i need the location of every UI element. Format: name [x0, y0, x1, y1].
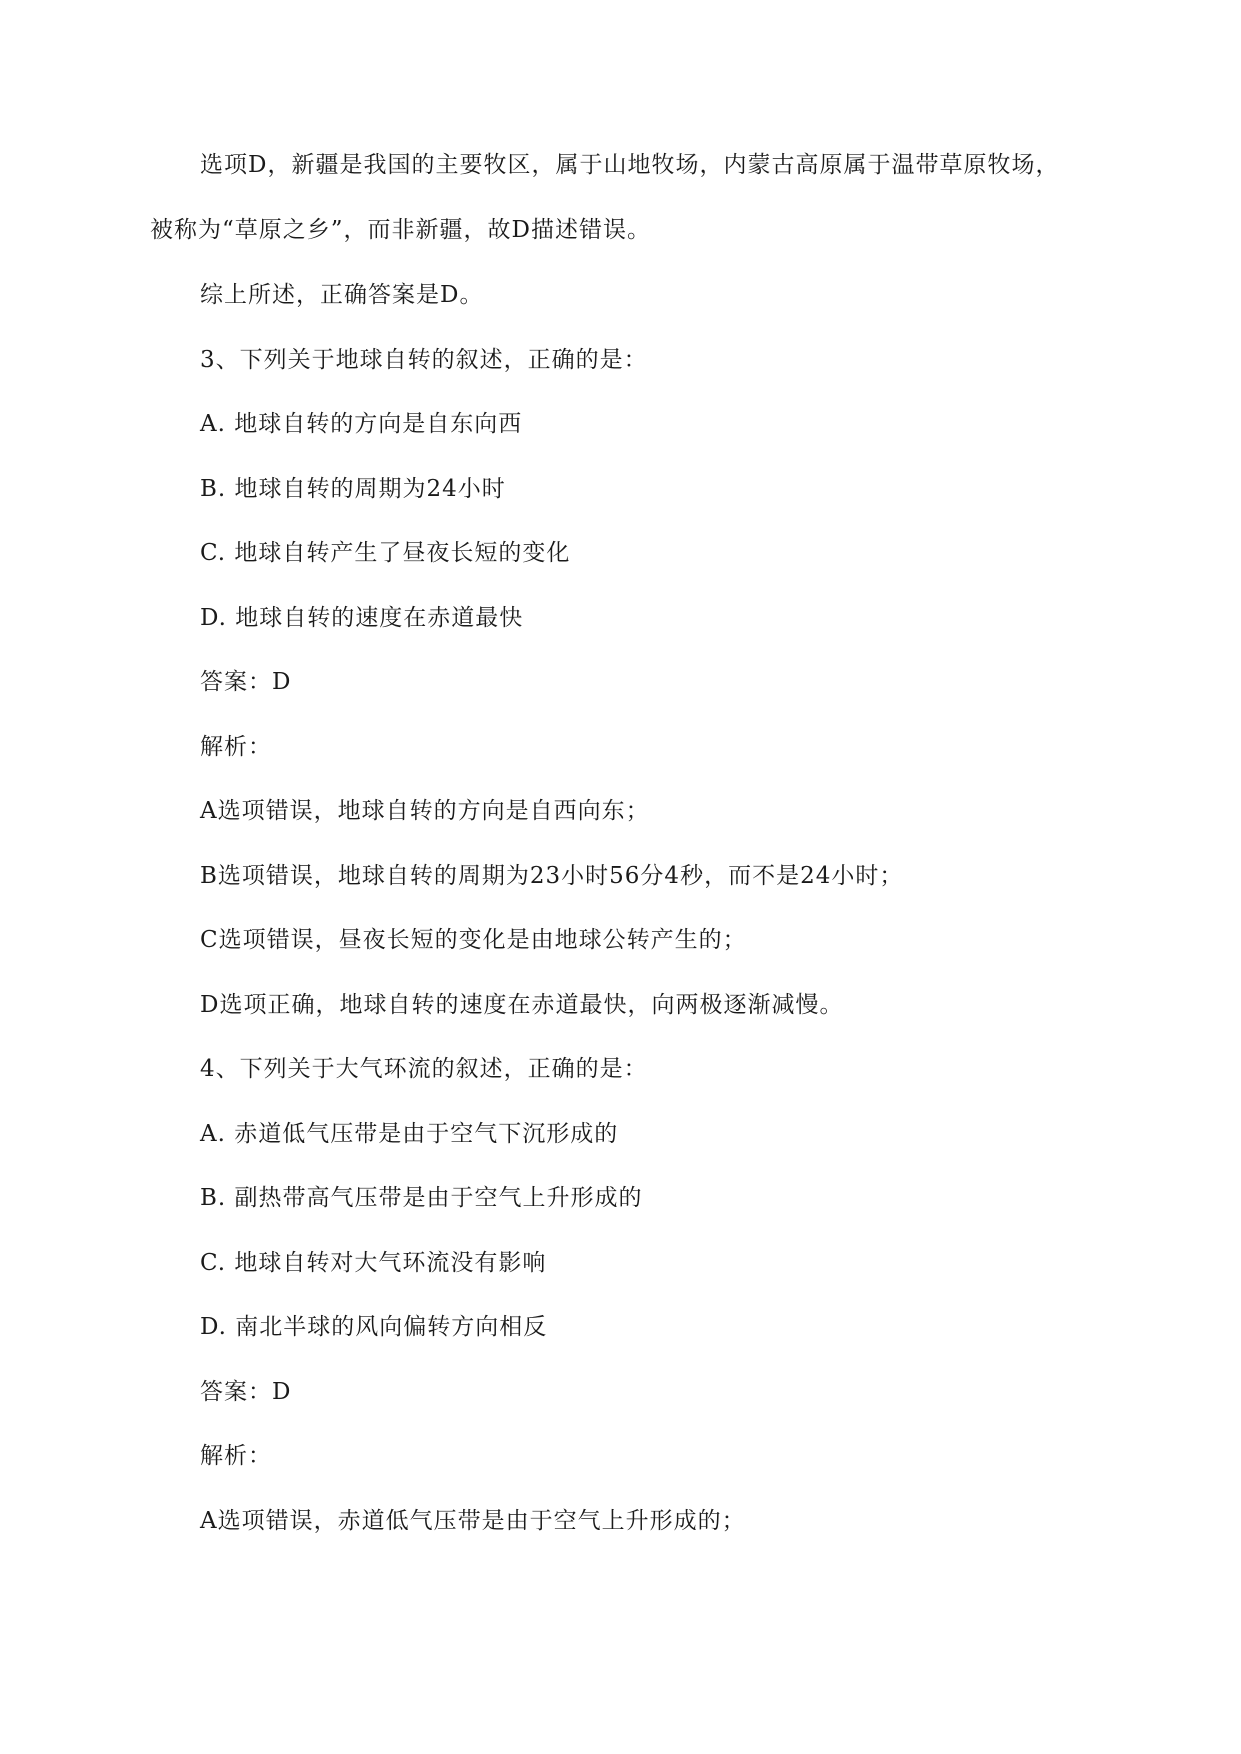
question-3-analysis-b: B选项错误，地球自转的周期为23小时56分4秒，而不是24小时； — [200, 863, 904, 889]
question-3-option-d: D. 地球自转的速度在赤道最快 — [200, 605, 524, 631]
question-3-option-a: A. 地球自转的方向是自东向西 — [200, 411, 523, 437]
paragraph-line: 选项D，新疆是我国的主要牧区，属于山地牧场，内蒙古高原属于温带草原牧场， — [200, 152, 1060, 178]
question-3-option-b: B. 地球自转的周期为24小时 — [200, 476, 506, 502]
question-4-analysis-heading: 解析： — [200, 1443, 272, 1469]
question-4-option-d: D. 南北半球的风向偏转方向相反 — [200, 1314, 548, 1340]
question-3-analysis-a: A选项错误，地球自转的方向是自西向东； — [200, 798, 650, 824]
question-3-option-c: C. 地球自转产生了昼夜长短的变化 — [200, 540, 571, 566]
paragraph-line: 被称为“草原之乡”，而非新疆，故D描述错误。 — [150, 217, 651, 243]
question-4-option-a: A. 赤道低气压带是由于空气下沉形成的 — [200, 1121, 619, 1147]
question-4-title: 4、下列关于大气环流的叙述，正确的是： — [200, 1056, 648, 1082]
question-3-analysis-heading: 解析： — [200, 734, 272, 760]
question-4-analysis-a: A选项错误，赤道低气压带是由于空气上升形成的； — [200, 1508, 746, 1534]
question-4-option-c: C. 地球自转对大气环流没有影响 — [200, 1250, 547, 1276]
conclusion-line: 综上所述，正确答案是D。 — [200, 282, 484, 308]
question-4-option-b: B. 副热带高气压带是由于空气上升形成的 — [200, 1185, 643, 1211]
question-3-analysis-d: D选项正确，地球自转的速度在赤道最快，向两极逐渐减慢。 — [200, 992, 844, 1018]
question-3-title: 3、下列关于地球自转的叙述，正确的是： — [200, 347, 648, 373]
question-3-analysis-c: C选项错误，昼夜长短的变化是由地球公转产生的； — [200, 927, 747, 953]
question-3-answer: 答案：D — [200, 669, 292, 695]
question-4-answer: 答案：D — [200, 1379, 292, 1405]
